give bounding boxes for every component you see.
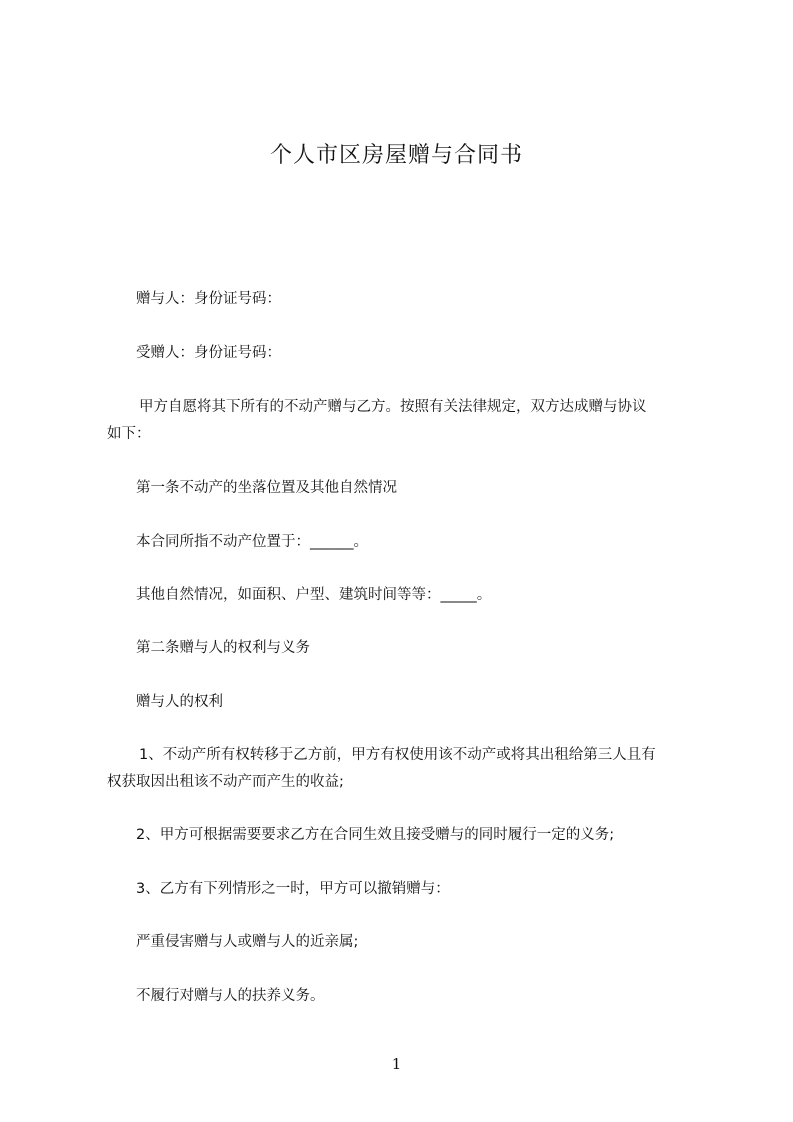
document-title: 个人市区房屋赠与合同书 bbox=[269, 143, 523, 168]
right-3-line: 3、乙方有下列情形之一时，甲方可以撤销赠与： bbox=[136, 881, 450, 897]
page-number: 1 bbox=[391, 1055, 402, 1073]
donor-id-line: 赠与人：身份证号码： bbox=[136, 291, 281, 307]
right-1-line-2: 权获取因出租该不动产而产生的收益; bbox=[107, 774, 344, 790]
intro-line-2: 如下： bbox=[107, 426, 151, 442]
donor-rights-heading: 赠与人的权利 bbox=[136, 694, 223, 710]
intro-paragraph bbox=[107, 394, 693, 448]
article-1-heading: 第一条不动产的坐落位置及其他自然情况 bbox=[136, 480, 397, 496]
donee-id-line: 受赠人：身份证号码： bbox=[136, 345, 281, 361]
right-1-paragraph bbox=[107, 742, 693, 796]
article-2-heading: 第二条赠与人的权利与义务 bbox=[136, 640, 310, 656]
revocation-case-1: 严重侵害赠与人或赠与人的近亲属; bbox=[136, 934, 359, 950]
revocation-case-2: 不履行对赠与人的扶养义务。 bbox=[136, 988, 325, 1004]
right-1-line-1: 1、不动产所有权转移于乙方前，甲方有权使用该不动产或将其出租给第三人且有 bbox=[139, 747, 656, 763]
right-2-line: 2、甲方可根据需要要求乙方在合同生效且接受赠与的同时履行一定的义务; bbox=[136, 827, 615, 843]
property-details-line: 其他自然情况，如面积、户型、建筑时间等等：_____。 bbox=[136, 587, 492, 603]
intro-line-1: 甲方自愿将其下所有的不动产赠与乙方。按照有关法律规定，双方达成赠与协议 bbox=[139, 399, 647, 415]
property-location-line: 本合同所指不动产位置于：______。 bbox=[136, 534, 368, 550]
